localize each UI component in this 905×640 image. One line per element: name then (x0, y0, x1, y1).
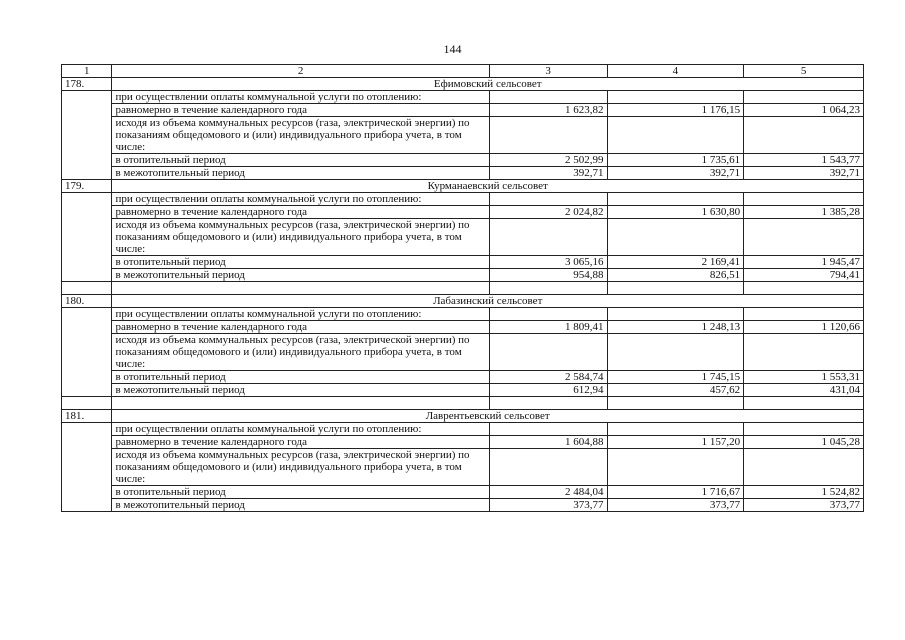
value-col-4: 373,77 (607, 499, 744, 512)
value-col-5 (744, 193, 864, 206)
table-row (62, 91, 864, 104)
value-col-4 (607, 308, 744, 321)
value-col-4: 457,62 (607, 384, 744, 397)
row-label: в межотопительный период (112, 384, 489, 397)
row-label: при осуществлении оплаты коммунальной услуги по отоплению: (112, 308, 489, 321)
value-col-4 (607, 219, 744, 256)
value-col-5: 1 064,23 (744, 104, 864, 117)
row-index: 178. (62, 78, 112, 91)
value-col-3: 1 604,88 (489, 436, 607, 449)
value-col-4 (607, 423, 744, 436)
spacer-cell (62, 397, 112, 410)
row-label: в отопительный период (112, 256, 489, 269)
value-col-5: 794,41 (744, 269, 864, 282)
spacer-cell (607, 397, 744, 410)
value-col-4 (607, 91, 744, 104)
row-label: в межотопительный период (112, 499, 489, 512)
value-col-5: 1 385,28 (744, 206, 864, 219)
council-header-row (62, 78, 864, 91)
table-row (62, 334, 864, 371)
table-row (62, 193, 864, 206)
row-label: равномерно в течение календарного года (112, 104, 489, 117)
row-label: в межотопительный период (112, 269, 489, 282)
value-col-4: 1 157,20 (607, 436, 744, 449)
value-col-3 (489, 423, 607, 436)
value-col-3: 3 065,16 (489, 256, 607, 269)
value-col-3: 2 484,04 (489, 486, 607, 499)
value-col-5 (744, 91, 864, 104)
table-row (62, 423, 864, 436)
row-label: исходя из объема коммунальных ресурсов (газа, электрической энергии) по показаниям общедомового и (или) индивидуального прибора учета, в том числе: (112, 449, 489, 486)
row-index: 179. (62, 180, 112, 193)
column-number-row (62, 65, 864, 78)
page-number: 144 (443, 42, 462, 56)
index-cell-spacer (62, 423, 112, 512)
table-row (62, 154, 864, 167)
value-col-5: 1 045,28 (744, 436, 864, 449)
council-header-row (62, 410, 864, 423)
row-label: в отопительный период (112, 371, 489, 384)
table-row (62, 308, 864, 321)
spacer-cell (607, 282, 744, 295)
column-number: 3 (489, 65, 607, 78)
spacer-cell (112, 282, 489, 295)
value-col-4: 1 630,80 (607, 206, 744, 219)
value-col-4: 1 176,15 (607, 104, 744, 117)
table-row (62, 117, 864, 154)
value-col-3: 954,88 (489, 269, 607, 282)
spacer-cell (744, 282, 864, 295)
table-row (62, 436, 864, 449)
column-number: 5 (744, 65, 864, 78)
value-col-3 (489, 193, 607, 206)
table-row (62, 269, 864, 282)
value-col-5: 373,77 (744, 499, 864, 512)
value-col-3 (489, 117, 607, 154)
value-col-5: 1 945,47 (744, 256, 864, 269)
value-col-4 (607, 193, 744, 206)
value-col-4: 826,51 (607, 269, 744, 282)
spacer-cell (744, 397, 864, 410)
spacer-cell (62, 282, 112, 295)
row-label: при осуществлении оплаты коммунальной услуги по отоплению: (112, 423, 489, 436)
value-col-5: 1 553,31 (744, 371, 864, 384)
spacer-cell (489, 397, 607, 410)
value-col-5 (744, 334, 864, 371)
row-label: исходя из объема коммунальных ресурсов (газа, электрической энергии) по показаниям общедомового и (или) индивидуального прибора учета, в том числе: (112, 219, 489, 256)
value-col-3: 1 623,82 (489, 104, 607, 117)
row-label: равномерно в течение календарного года (112, 206, 489, 219)
spacer-row (62, 282, 864, 295)
column-number: 4 (607, 65, 744, 78)
value-col-4: 2 169,41 (607, 256, 744, 269)
table-row (62, 371, 864, 384)
value-col-3: 392,71 (489, 167, 607, 180)
value-col-3 (489, 334, 607, 371)
row-label: равномерно в течение календарного года (112, 321, 489, 334)
value-col-3 (489, 449, 607, 486)
value-col-4: 1 735,61 (607, 154, 744, 167)
value-col-3 (489, 91, 607, 104)
spacer-row (62, 397, 864, 410)
row-label: в отопительный период (112, 154, 489, 167)
table-row (62, 321, 864, 334)
value-col-5: 392,71 (744, 167, 864, 180)
value-col-5 (744, 219, 864, 256)
table-row (62, 167, 864, 180)
table-row (62, 449, 864, 486)
value-col-5: 1 543,77 (744, 154, 864, 167)
council-name: Ефимовский сельсовет (112, 78, 864, 91)
row-label: при осуществлении оплаты коммунальной услуги по отоплению: (112, 91, 489, 104)
value-col-4: 1 716,67 (607, 486, 744, 499)
council-header-row (62, 180, 864, 193)
spacer-cell (112, 397, 489, 410)
value-col-4 (607, 334, 744, 371)
council-name: Лаврентьевский сельсовет (112, 410, 864, 423)
value-col-3: 612,94 (489, 384, 607, 397)
value-col-3: 2 584,74 (489, 371, 607, 384)
row-label: равномерно в течение календарного года (112, 436, 489, 449)
row-index: 180. (62, 295, 112, 308)
table-row (62, 384, 864, 397)
index-cell-spacer (62, 193, 112, 282)
value-col-5: 431,04 (744, 384, 864, 397)
value-col-3: 373,77 (489, 499, 607, 512)
value-col-3 (489, 219, 607, 256)
value-col-5 (744, 423, 864, 436)
table-row (62, 219, 864, 256)
row-label: в межотопительный период (112, 167, 489, 180)
value-col-3: 2 024,82 (489, 206, 607, 219)
value-col-4 (607, 449, 744, 486)
row-label: исходя из объема коммунальных ресурсов (газа, электрической энергии) по показаниям общедомового и (или) индивидуального прибора учета, в том числе: (112, 334, 489, 371)
council-name: Курманаевский сельсовет (112, 180, 864, 193)
table-row (62, 256, 864, 269)
value-col-5 (744, 449, 864, 486)
index-cell-spacer (62, 308, 112, 397)
value-col-4: 392,71 (607, 167, 744, 180)
value-col-3: 1 809,41 (489, 321, 607, 334)
row-label: при осуществлении оплаты коммунальной услуги по отоплению: (112, 193, 489, 206)
spacer-cell (489, 282, 607, 295)
table-row (62, 206, 864, 219)
table-row (62, 486, 864, 499)
table-row (62, 499, 864, 512)
value-col-5: 1 120,66 (744, 321, 864, 334)
row-label: исходя из объема коммунальных ресурсов (газа, электрической энергии) по показаниям общедомового и (или) индивидуального прибора учета, в том числе: (112, 117, 489, 154)
value-col-4 (607, 117, 744, 154)
value-col-3 (489, 308, 607, 321)
value-col-5 (744, 308, 864, 321)
tariff-table (61, 64, 864, 512)
value-col-4: 1 248,13 (607, 321, 744, 334)
column-number: 1 (62, 65, 112, 78)
value-col-5: 1 524,82 (744, 486, 864, 499)
value-col-4: 1 745,15 (607, 371, 744, 384)
row-label: в отопительный период (112, 486, 489, 499)
council-header-row (62, 295, 864, 308)
index-cell-spacer (62, 91, 112, 180)
council-name: Лабазинский сельсовет (112, 295, 864, 308)
row-index: 181. (62, 410, 112, 423)
value-col-5 (744, 117, 864, 154)
table-row (62, 104, 864, 117)
column-number: 2 (112, 65, 489, 78)
value-col-3: 2 502,99 (489, 154, 607, 167)
